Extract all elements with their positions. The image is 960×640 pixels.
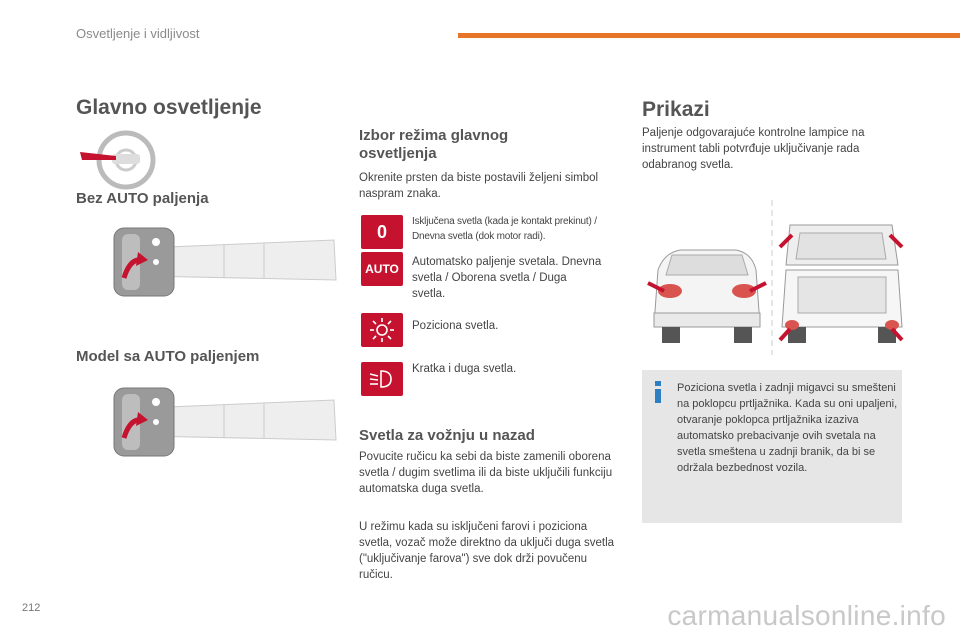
displays-para: Paljenje odgovarajuće kontrolne lampice na instrument tabli potvrđuje uključivanje rada odabranog svetla. [642, 127, 865, 171]
subtitle-with-auto: Model sa AUTO paljenjem [76, 348, 260, 365]
off-o-icon [361, 215, 403, 249]
mode-auto-text: Automatsko paljenje svetala. Dnevna svetla / Oborena svetla / Duga svetla. [412, 256, 602, 300]
mode-headlights-text: Kratka i duga svetla. [412, 363, 517, 375]
auto-symbol: AUTO [365, 262, 399, 276]
light-stalk-illustration [104, 218, 344, 308]
subtitle-without-auto: Bez AUTO paljenja [76, 190, 209, 207]
displays-title: Prikazi [642, 98, 710, 121]
reverse-lights-para2: U režimu kada su isključeni farovi i poziciona svetla, vozač može direktno da uključi duga svetla ("uključivanje farova") sve dok drži povučenu ručicu. [359, 521, 615, 581]
position-lights-icon [361, 313, 403, 347]
off-symbol: 0 [376, 221, 387, 242]
auto-stalk-illustration [104, 378, 344, 468]
header-accent-bar [458, 33, 960, 38]
section-title: Osvetljenje i vidljivost [76, 26, 200, 41]
headlights-icon [361, 362, 403, 396]
car-rear-illustration [640, 195, 905, 360]
watermark: carmanualsonline.info [667, 600, 946, 631]
mode-off-text: Isključena svetla (kada je kontakt prekinut) / Dnevna svetla (dok motor radi). [412, 216, 597, 242]
auto-icon [361, 252, 403, 286]
mode-selection-intro: Okrenite prsten da biste postavili željeni simbol naspram znaka. [359, 172, 599, 200]
mode-position-text: Poziciona svetla. [412, 320, 499, 332]
page-number: 212 [22, 602, 41, 614]
main-title: Glavno osvetljenje [76, 96, 262, 119]
reverse-lights-para1: Povucite ručicu ka sebi da biste zamenili oborena svetla / dugim svetlima ili da biste uključili funkciju automatska duga svetla. [359, 451, 613, 495]
info-text: Poziciona svetla i zadnji migavci su smešteni na poklopcu prtljažnika. Kada su oni upaljeni, otvaranje poklopca prtljažnika izaziva automatsko prebacivanje ovih svetala na svetla smeštena u zadnji branik, da bi se održala bezbednost vozila. [677, 382, 898, 474]
steering-wheel-illustration [76, 130, 166, 190]
reverse-lights-title: Svetla za vožnju u nazad [359, 427, 535, 444]
mode-selection-title: Izbor režima glavnog osvetljenja [359, 127, 509, 162]
info-icon [652, 381, 664, 403]
